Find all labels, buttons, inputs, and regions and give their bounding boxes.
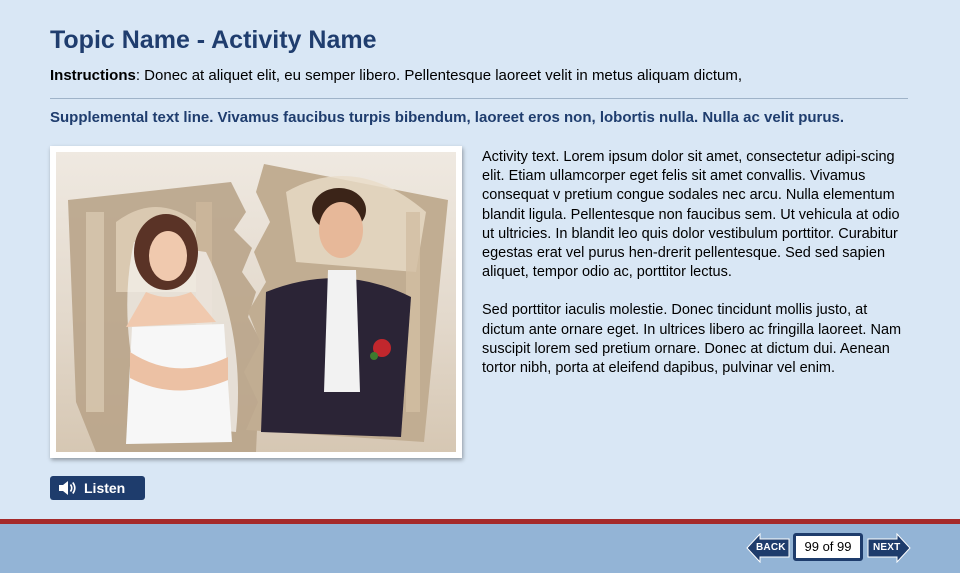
activity-paragraph-1: Activity text. Lorem ipsum dolor sit amet, consectetur adipi-scing elit. Etiam ullamcorper eget felis sit amet convallis. Vivamus consequat v pretium congue sodales nec arcu. Nulla elementum blandit ligula. Pellentesque non faucibus sem. Ut vehicula at odio ut ultricies. In blandit leo quis dolor vestibulum porttitor. Curabitur egestas erat vel purus hen-drerit pellentesque. Sed sed sapien aliquet, tempor odio ac, porttitor lectus. — [482, 149, 900, 281]
activity-text — [482, 148, 912, 397]
instructions-label: Instructions — [50, 67, 136, 84]
back-label: BACK — [756, 542, 786, 553]
activity-paragraph-2: Sed porttitor iaculis molestie. Donec tincidunt mollis justo, at dictum ante ornare eget. In ultrices libero ac fringilla laoreet. Nam suscipit lorem sed pretium ornare. Donec at dictum dui. Aenean tortor nibh, porta at eleifend dapibus, pulvinar vel enim. — [482, 302, 902, 377]
couple-photo — [56, 152, 456, 452]
listen-label: Listen — [84, 480, 126, 496]
instructions-text: : Donec at aliquet elit, eu semper libero. Pellentesque laoreet velit in metus aliquam dictum, — [135, 67, 742, 84]
speaker-icon — [58, 480, 78, 496]
listen-button[interactable] — [50, 476, 145, 500]
page-title: Topic Name - Activity Name — [50, 26, 377, 54]
next-label: NEXT — [873, 542, 901, 553]
page-counter: 99 of 99 — [793, 533, 863, 561]
photo-frame — [50, 146, 462, 458]
next-button[interactable] — [867, 533, 911, 563]
divider — [50, 98, 908, 99]
torn-photo-illustration — [56, 152, 456, 452]
supplemental-text: Supplemental text line. Vivamus faucibus turpis bibendum, laoreet eros non, lobortis nulla. Nulla ac velit purus. — [50, 109, 845, 126]
back-button[interactable] — [746, 533, 790, 563]
instructions — [50, 67, 910, 85]
